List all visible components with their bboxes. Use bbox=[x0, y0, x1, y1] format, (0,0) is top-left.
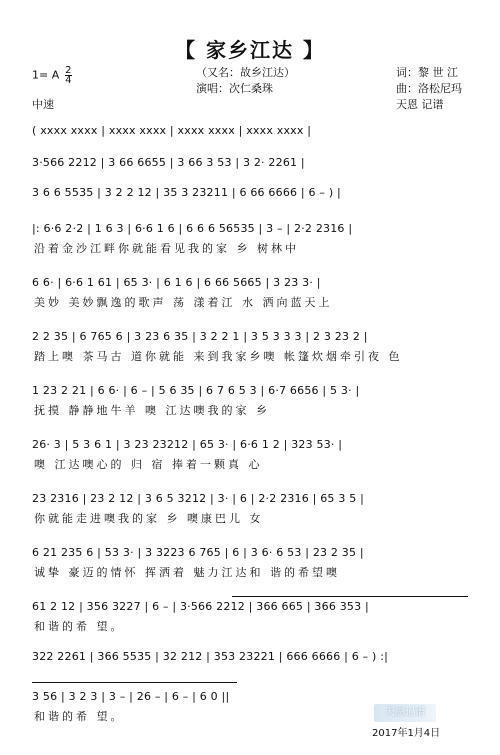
score-line-12: 322 2261 | 366 5535 | 32 212 | 353 23221 | 666 6666 | 6 – ) :| bbox=[32, 650, 389, 663]
score-line-5: 6 6· | 6·6 1 61 | 65 3· | 6 1 6 | 6 66 5665 | 3 23 3· | bbox=[32, 276, 321, 289]
score-line-3: 3 6 6 5535 | 3 2 2 12 | 35 3 23211 | 6 66 6666 | 6 – ) | bbox=[32, 186, 341, 199]
lyric-line-9: 和谐的希 望。 bbox=[34, 710, 125, 723]
score-line-2: 3·566 2212 | 3 66 6655 | 3 66 3 53 | 3 2· 2261 | bbox=[32, 156, 305, 169]
lyric-line-4: 抚摸 静静地牛羊 噢 江达噢我的家 乡 bbox=[34, 404, 270, 417]
lyric-line-7: 诚挚 豪迈的情怀 挥洒着 魅力江达和 谐的希望噢 bbox=[34, 566, 340, 579]
transcription-date: 2017年1月4日 bbox=[372, 728, 441, 739]
score-line-13: 3 56 | 3 2 3 | 3 – | 26 – | 6 – | 6 0 || bbox=[32, 690, 230, 703]
score-line-7: 1 23 2 21 | 6 6· | 6 – | 5 6 35 | 6 7 6 5 3 | 6·7 6656 | 5 3· | bbox=[32, 384, 360, 397]
score-line-9: 23 2316 | 23 2 12 | 3 6 5 3212 | 3· | 6 | 2·2 2316 | 65 3 5 | bbox=[32, 492, 365, 505]
tempo-marking: 中速 bbox=[32, 98, 54, 111]
score-line-11: 61 2 12 | 356 3227 | 6 – | 3·566 2212 | 366 665 | 366 353 | bbox=[32, 600, 369, 613]
score-line-10: 6 21 235 6 | 53 3· | 3 3223 6 765 | 6 | 3 6· 6 53 | 23 2 35 | bbox=[32, 546, 364, 559]
lyric-line-6: 你就能走进噢我的家 乡 噢康巴儿 女 bbox=[34, 512, 264, 525]
score-title: 【 家乡江达 】 bbox=[175, 38, 325, 62]
score-line-6: 2 2 35 | 6 765 6 | 3 23 6 35 | 3 2 2 1 | 3 5 3 3 3 | 2 3 23 2 | bbox=[32, 330, 368, 343]
score-line-8: 26· 3 | 5 3 6 1 | 3 23 23212 | 65 3· | 6·6 1 2 | 323 53· | bbox=[32, 438, 343, 451]
time-denominator: 4 bbox=[65, 75, 72, 86]
transcriber-watermark: 天恩记谱 bbox=[374, 704, 436, 722]
key-signature bbox=[32, 66, 72, 85]
lyric-line-5: 噢 江达噢心的 归 宿 捧着一颗真 心 bbox=[34, 458, 263, 471]
lyric-line-3: 踏上噢 茶马古 道你就能 来到我家乡噢 帐篷炊烟牵引夜 色 bbox=[34, 350, 403, 363]
alias-text: （又名：故乡江达） bbox=[196, 66, 295, 79]
lyric-line-8: 和谐的希 望。 bbox=[34, 620, 125, 633]
score-line-4: |: 6·6 2·2 | 1 6 3 | 6·6 1 6 | 6 6 6 56535 | 3 – | 2·2 2316 | bbox=[32, 222, 353, 235]
lyricist-text: 词：黎 世 江 bbox=[396, 66, 458, 79]
lyric-line-2: 美妙 美妙飘逸的歌声 荡 漾着江 水 洒向蓝天上 bbox=[34, 296, 333, 309]
singer-text: 演唱：次仁桑珠 bbox=[196, 82, 273, 95]
time-numerator: 2 bbox=[65, 65, 72, 76]
key-text: 1= A bbox=[32, 68, 60, 82]
transcriber-text: 天恩 记谱 bbox=[396, 98, 444, 111]
lyric-line-1: 沿着金沙江畔你就能看见我的家 乡 树林中 bbox=[34, 242, 299, 255]
composer-text: 曲：洛松尼玛 bbox=[396, 82, 462, 95]
score-line-intro: ( xxxx xxxx | xxxx xxxx | xxxx xxxx | xxxx xxxx | bbox=[32, 124, 312, 137]
time-signature bbox=[65, 66, 72, 85]
